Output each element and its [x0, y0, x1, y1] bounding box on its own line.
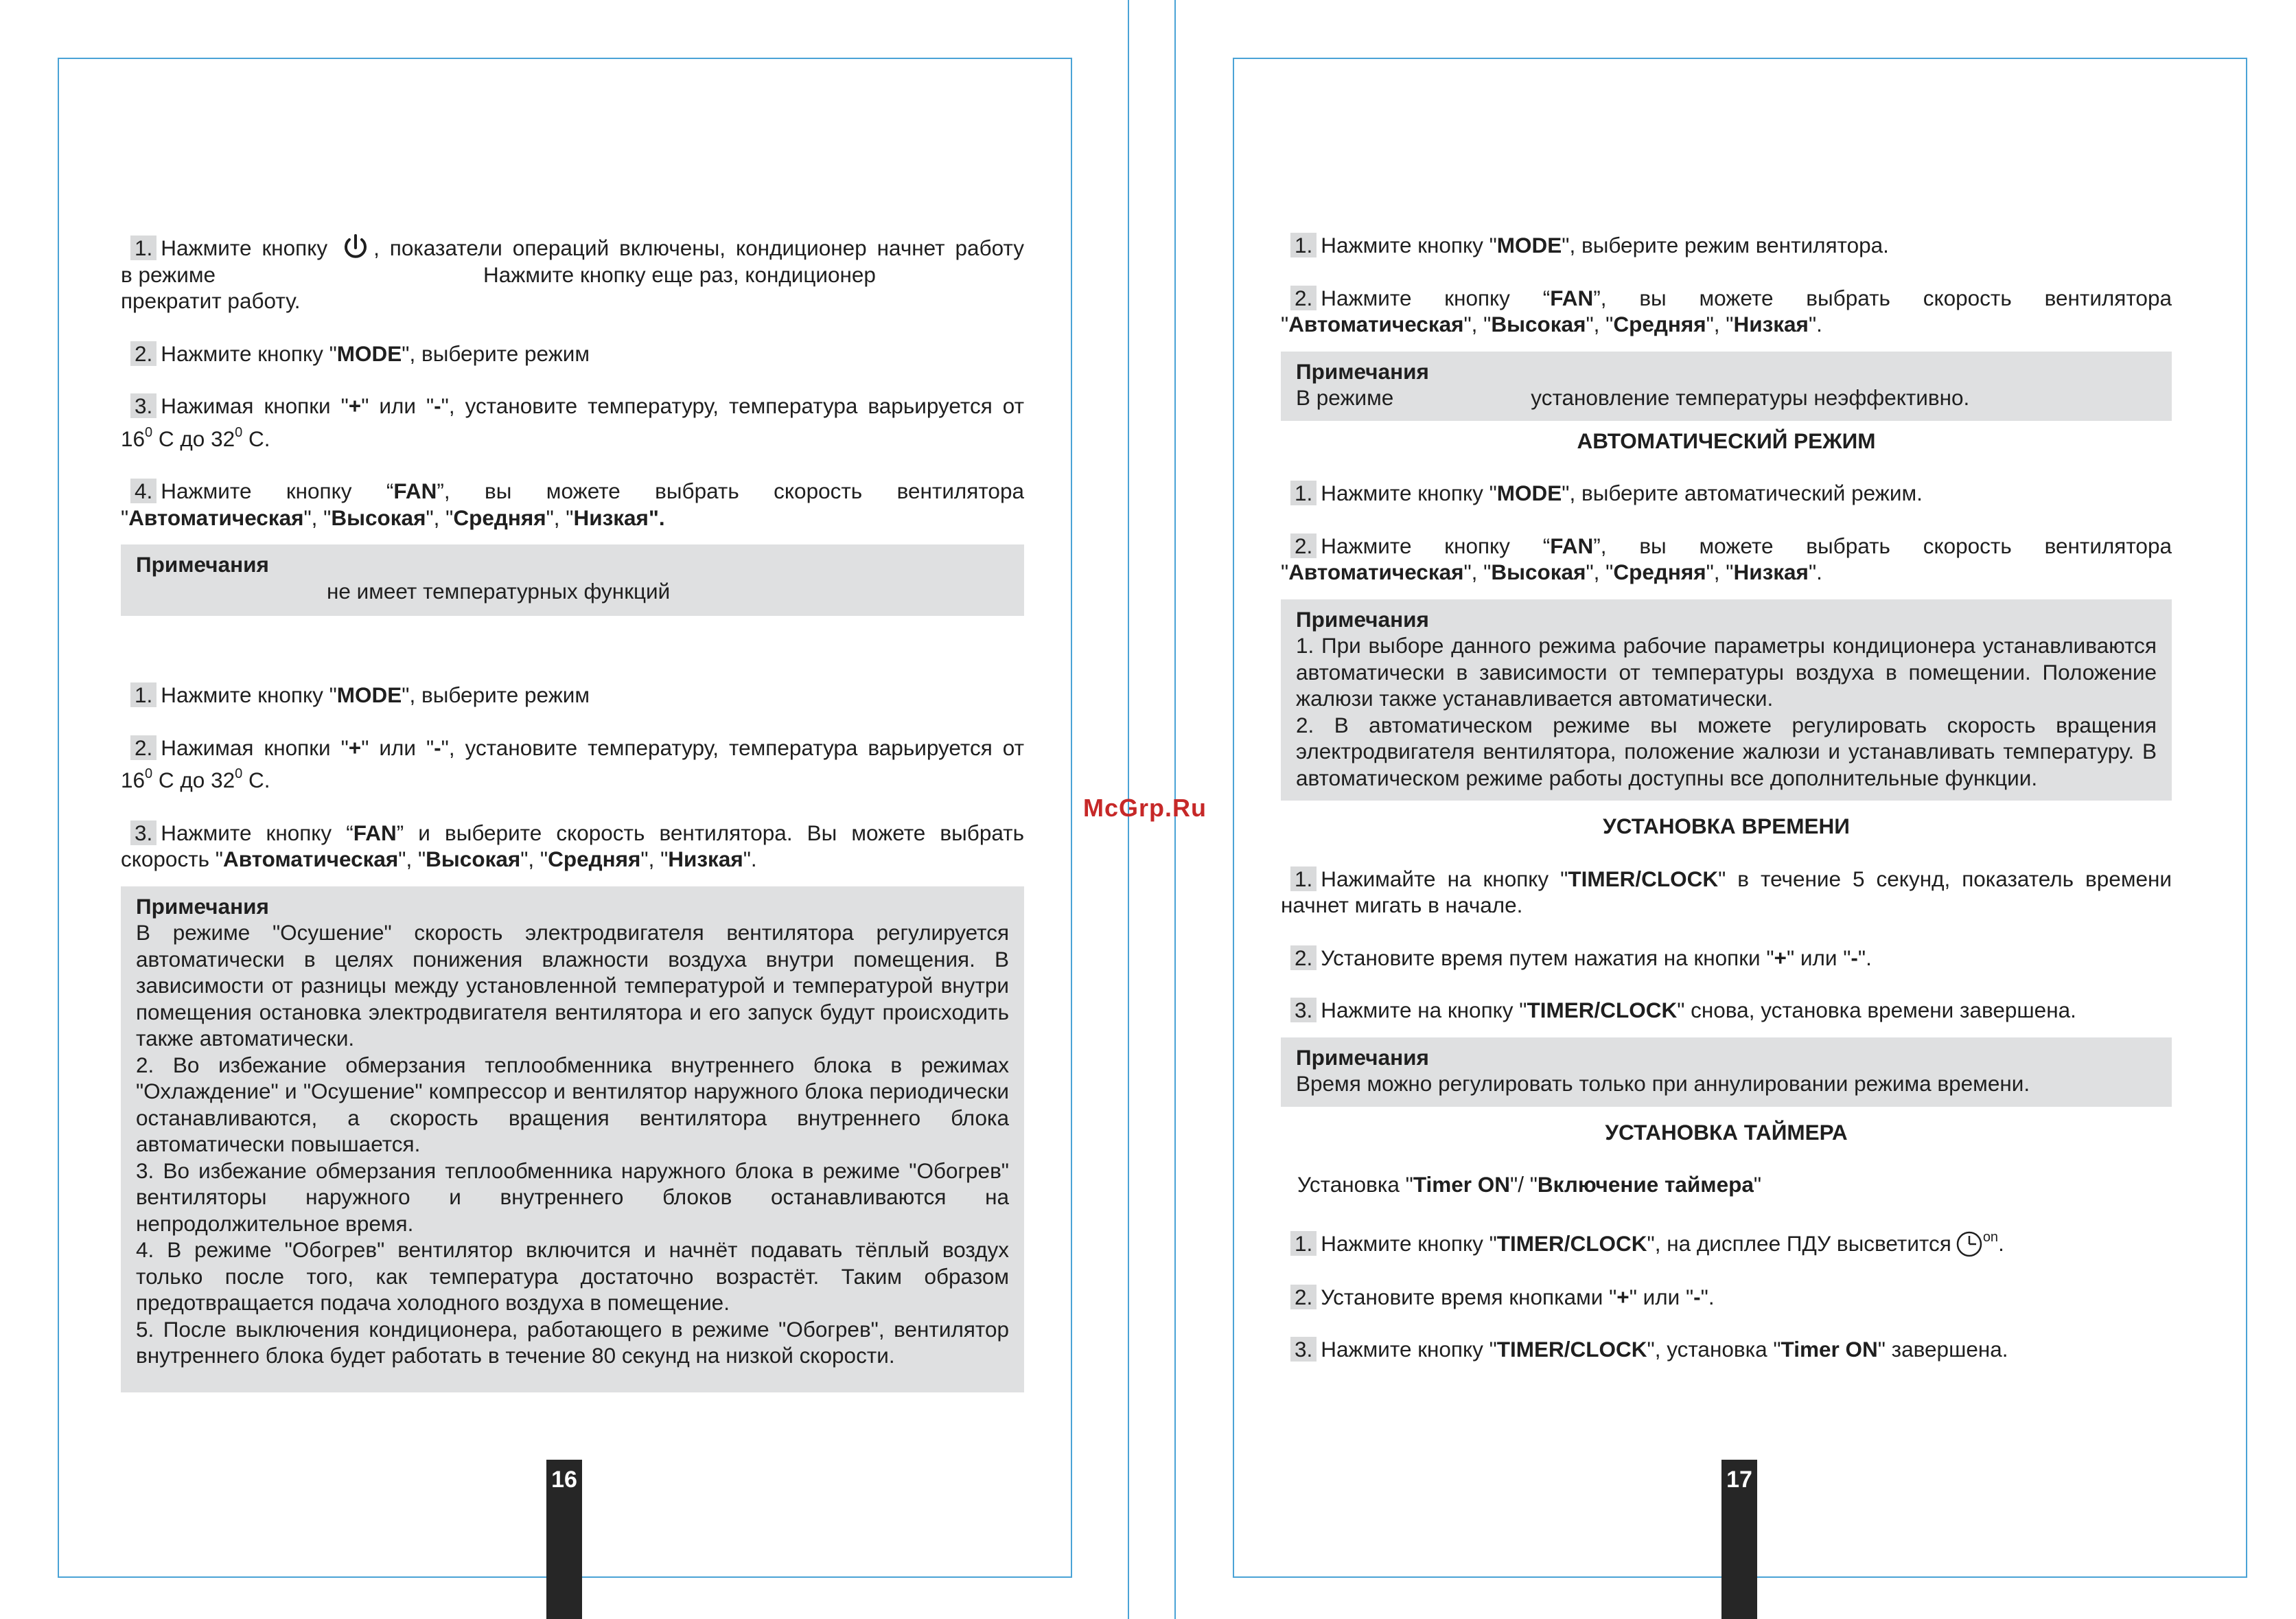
auto-item-2-line-1: 2. Нажмите кнопку “FAN”, вы можете выбрать скорость вентилятора [1290, 533, 2172, 560]
timer-item-1: 1. Нажмите кнопку "TIMER/CLOCK", на дисплее ПДУ высветится $^{on}$. [1290, 1224, 2172, 1258]
time-note-box: Примечания Время можно регулировать только при аннулировании режима времени. [1281, 1037, 2172, 1107]
auto-mode-title: АВТОМАТИЧЕСКИЙ РЕЖИМ [1577, 428, 1876, 453]
note-paragraph: 5. После выключения кондиционера, работающего в режиме "Обогрев", вентилятор внутреннего блока будет работать в течение 80 секунд на низкой скорости. [136, 1316, 1009, 1368]
note-paragraph: 4. В режиме "Обогрев" вентилятор включится и начнёт подавать тёплый воздух только после того, как температура достаточно возрастёт. Таким образом предотвращается подача холодного воздуха в помещение. [136, 1237, 1009, 1315]
dry-item-1: 1. Нажмите кнопку "MODE", выберите режим [130, 682, 1024, 709]
heat-item-3-line-1: 3. Нажимая кнопки "+" или "-", установите температуру, температура варьируется от [130, 393, 1024, 420]
dry-item-3-line-1: 3. Нажмите кнопку “FAN” и выберите скорость вентилятора. Вы можете выбрать [130, 820, 1024, 847]
time-item-1-line-1: 1. Нажимайте на кнопку "TIMER/CLOCK" в течение 5 секунд, показатель времени [1290, 866, 2172, 893]
note-paragraph: 2. В автоматическом режиме вы можете регулировать скорость вращения электродвигателя вентилятора, положение жалюзи и устанавливать температуру. В автоматическом режиме работы доступны все дополнительные функции. [1296, 712, 2157, 790]
fan-item-2-line-1: 2. Нажмите кнопку “FAN”, вы можете выбрать скорость вентилятора [1290, 285, 2172, 312]
note-heading: Примечания [136, 552, 269, 577]
timer-intro: Установка "Timer ON"/ "Включение таймера" [1297, 1172, 1762, 1197]
dry-item-2-line-2: $16^0$ С до $32^0$ С. [121, 766, 270, 792]
heat-note-box [121, 544, 1024, 616]
heat-item-1-line-2: в режиме Нажмите кнопку еще раз, кондиционер [121, 262, 876, 287]
heat-item-3-line-2: $16^0$ С до $32^0$ С. [121, 424, 270, 451]
timer-setting-title: УСТАНОВКА ТАЙМЕРА [1605, 1119, 1848, 1145]
power-icon [342, 233, 369, 261]
dry-note-box [121, 886, 1024, 1392]
left-column [121, 233, 1024, 1392]
clock-icon [1956, 1230, 1983, 1258]
note-paragraph: 2. Во избежание обмерзания теплообменника внутреннего блока в режимах "Охлаждение" и "Осушение" компрессор и вентилятор наружного блока периодически останавливаются, а скорость вращения вентилятора внутреннего блока автоматически повышается. [136, 1052, 1009, 1156]
dry-item-3-line-2: скорость "Автоматическая", "Высокая", "Средняя", "Низкая". [121, 847, 757, 871]
timer-item-3: 3. Нажмите кнопку "TIMER/CLOCK", установка "Timer ON" завершена. [1290, 1336, 2172, 1363]
time-item-3: 3. Нажмите на кнопку "TIMER/CLOCK" снова, установка времени завершена. [1290, 997, 2172, 1024]
heat-item-2: 2. Нажмите кнопку "MODE", выберите режим [130, 341, 1024, 367]
fan-item-1: 1. Нажмите кнопку "MODE", выберите режим вентилятора. [1290, 232, 2172, 259]
note-text: не имеет температурных функций [327, 578, 671, 604]
time-item-2: 2. Установите время путем нажатия на кнопки "+" или "-". [1290, 945, 2172, 972]
heat-item-4-line-1: 4. Нажмите кнопку “FAN”, вы можете выбрать скорость вентилятора [130, 478, 1024, 505]
time-item-1-line-2: начнет мигать в начале. [1281, 893, 1523, 917]
fan-note-box: Примечания В режиме установление температуры неэффективно. [1281, 352, 2172, 421]
right-column [1281, 232, 2172, 1363]
page-number: 16 [546, 1460, 582, 1619]
time-setting-title: УСТАНОВКА ВРЕМЕНИ [1603, 814, 1850, 838]
heat-item-1-line-1: 1. Нажмите кнопку , показатели операций включены, кондиционер начнет работу [130, 233, 1024, 262]
auto-item-2-line-2: "Автоматическая", "Высокая", "Средняя", "Низкая". [1281, 560, 1822, 584]
note-heading: Примечания [136, 893, 269, 919]
watermark: McGrp.Ru [1083, 794, 1207, 822]
heat-item-4-line-2: "Автоматическая", "Высокая", "Средняя", "Низкая". [121, 505, 665, 530]
fan-item-2-line-2: "Автоматическая", "Высокая", "Средняя", "Низкая". [1281, 312, 1822, 336]
auto-note-box: Примечания 1. При выборе данного режима рабочие параметры кондиционера устанавливаются автоматически в зависимости от температуры воздуха в помещении. Положение жалюзи также устанавливается автоматически. 2. В автоматическом режиме вы можете регулировать скорость вращения электродвигателя вентилятора, положение жалюзи и устанавливать температуру. В автоматическом режиме работы доступны все дополнительные функции. [1281, 599, 2172, 801]
item-number: 1. [130, 236, 156, 260]
page-number: 17 [1721, 1460, 1757, 1619]
auto-item-1: 1. Нажмите кнопку "MODE", выберите автоматический режим. [1290, 480, 2172, 507]
heat-item-1-line-3: прекратит работу. [121, 288, 301, 313]
note-paragraph: 1. При выборе данного режима рабочие параметры кондиционера устанавливаются автоматически в зависимости от температуры воздуха в помещении. Положение жалюзи также устанавливается автоматически. [1296, 633, 2157, 711]
note-paragraph: 3. Во избежание обмерзания теплообменника наружного блока в режиме "Обогрев" вентиляторы наружного и внутреннего блоков останавливаются на непродолжительное время. [136, 1158, 1009, 1236]
timer-item-2: 2. Установите время кнопками "+" или "-". [1290, 1284, 2172, 1311]
note-paragraph: В режиме "Осушение" скорость электродвигателя вентилятора регулируется автоматически в целях понижения влажности воздуха внутри помещения. В зависимости от разницы между установленной температурой и температурой внутри помещения остановка электродвигателя вентилятора и его запуск будут происходить также автоматически. [136, 920, 1009, 1050]
dry-item-2-line-1: 2. Нажимая кнопки "+" или "-", установите температуру, температура варьируется от [130, 735, 1024, 761]
